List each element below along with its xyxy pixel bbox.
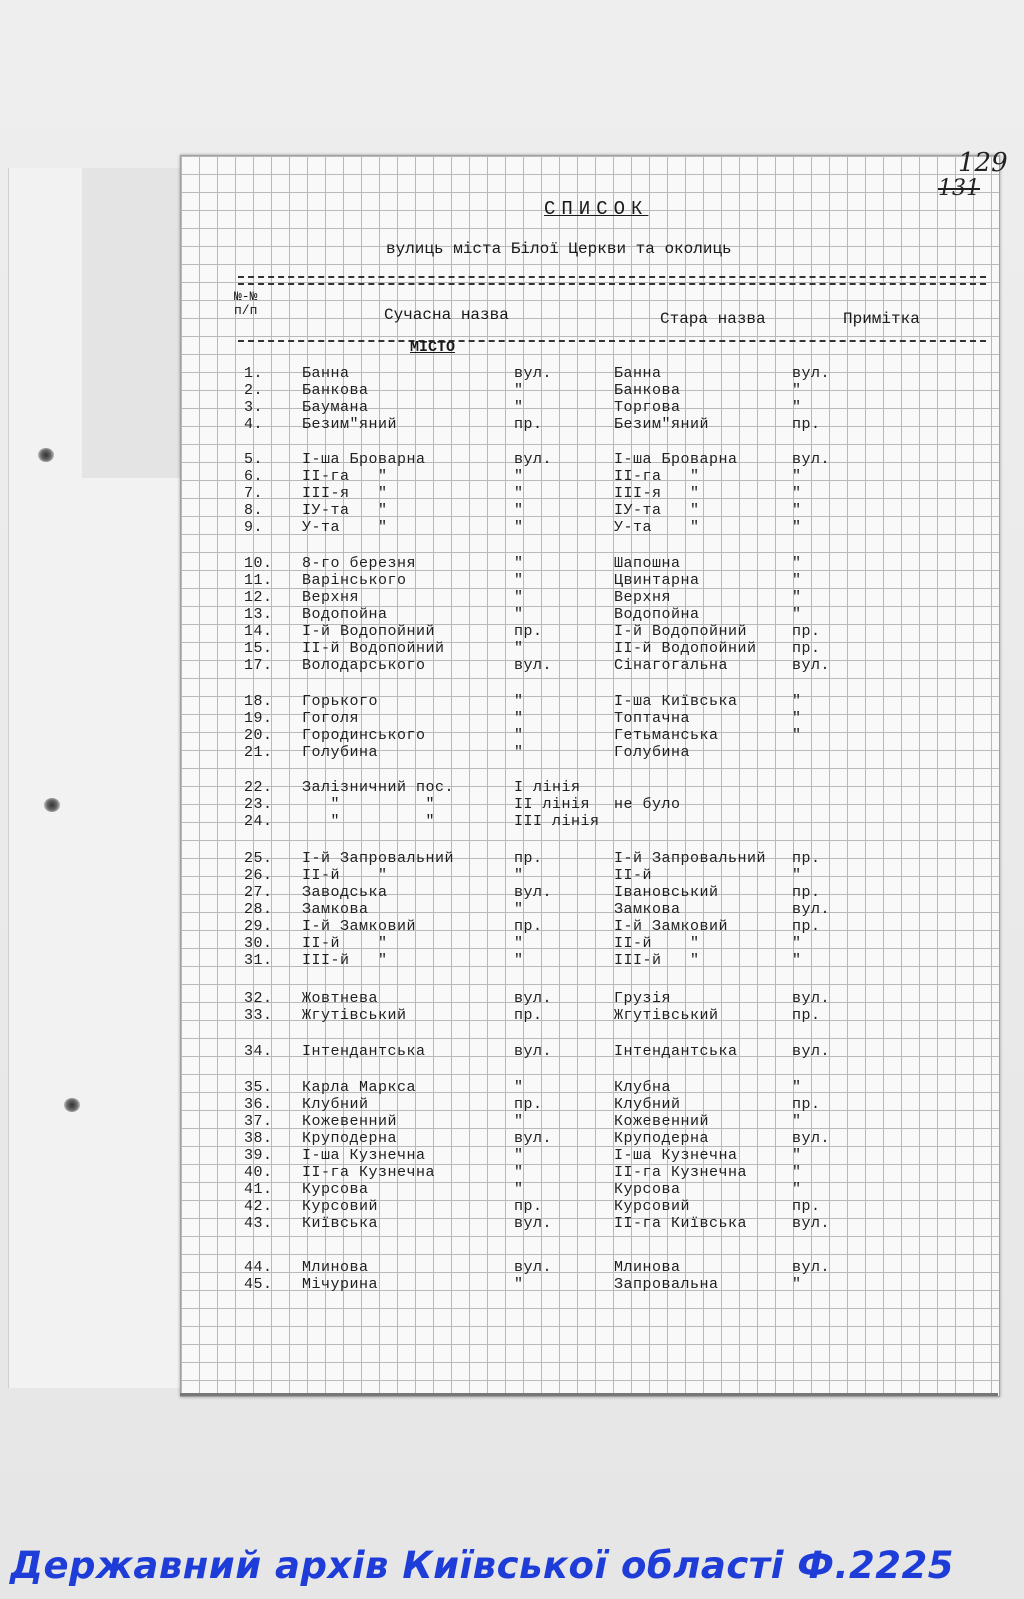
old-name: II-й ": [614, 935, 700, 952]
current-name: Варінського: [302, 572, 407, 589]
page-number-top: 129: [958, 148, 1008, 178]
current-type: пр.: [514, 623, 543, 640]
current-name: У-та ": [302, 519, 388, 536]
old-type: вул.: [792, 1043, 831, 1060]
current-name: IУ-та ": [302, 502, 388, 519]
current-name: Жгутівський: [302, 1007, 407, 1024]
old-type: ": [792, 710, 802, 727]
old-type: ": [792, 1181, 802, 1198]
row-number: 18.: [244, 693, 273, 710]
current-name: Водопойна: [302, 606, 388, 623]
old-type: ": [792, 485, 802, 502]
old-type: пр.: [792, 918, 821, 935]
current-type: пр.: [514, 850, 543, 867]
current-type: ": [514, 606, 524, 623]
current-name: Банна: [302, 365, 350, 382]
old-type: ": [792, 572, 802, 589]
old-name: Курсовий: [614, 1198, 691, 1215]
current-name: Голубина: [302, 744, 379, 761]
old-type: ": [792, 727, 802, 744]
current-name: Баумана: [302, 399, 369, 416]
current-type: ": [514, 1276, 524, 1293]
current-type: ": [514, 485, 524, 502]
row-number: 25.: [244, 850, 273, 867]
old-name: Замкова: [614, 901, 681, 918]
current-type: ": [514, 1113, 524, 1130]
punch-hole: [44, 798, 60, 812]
current-type: ": [514, 640, 524, 657]
old-name: Топтачна: [614, 710, 691, 727]
old-type: вул.: [792, 657, 831, 674]
old-name: Банкова: [614, 382, 681, 399]
old-name: II-й Водопойний: [614, 640, 757, 657]
old-name: Гетьманська: [614, 727, 719, 744]
document-title: СПИСОК: [544, 198, 649, 220]
row-number: 45.: [244, 1276, 273, 1293]
current-name: Кожевенний: [302, 1113, 398, 1130]
current-name: I-й Запровальний: [302, 850, 455, 867]
row-number: 36.: [244, 1096, 273, 1113]
current-type: ": [514, 589, 524, 606]
document-subtitle: вулиць міста Білої Церкви та околиць: [386, 240, 732, 258]
current-type: вул.: [514, 1215, 553, 1232]
old-type: ": [792, 952, 802, 969]
current-type: ": [514, 710, 524, 727]
current-type: ": [514, 867, 524, 884]
current-name: 8-го березня: [302, 555, 417, 572]
old-type: пр.: [792, 416, 821, 433]
row-number: 5.: [244, 451, 264, 468]
old-name: Цвинтарна: [614, 572, 700, 589]
current-name: Залізничний пос.: [302, 779, 455, 796]
row-number: 1.: [244, 365, 264, 382]
current-type: пр.: [514, 1007, 543, 1024]
old-type: ": [792, 555, 802, 572]
current-type: пр.: [514, 416, 543, 433]
old-name: Голубина: [614, 744, 691, 761]
current-name: I-ша Кузнечна: [302, 1147, 426, 1164]
archive-caption: Державний архів Київської області Ф.2225: [10, 1544, 955, 1587]
row-number: 30.: [244, 935, 273, 952]
row-number: 20.: [244, 727, 273, 744]
current-name: Безим"яний: [302, 416, 398, 433]
current-type: пр.: [514, 1198, 543, 1215]
old-name: не було: [614, 796, 681, 813]
current-name: Гоголя: [302, 710, 360, 727]
old-type: ": [792, 468, 802, 485]
old-type: вул.: [792, 1130, 831, 1147]
current-name: III-я ": [302, 485, 388, 502]
row-number: 14.: [244, 623, 273, 640]
current-name: Курсова: [302, 1181, 369, 1198]
current-name: Заводська: [302, 884, 388, 901]
current-name: Горького: [302, 693, 379, 710]
current-name: II-й Водопойний: [302, 640, 445, 657]
old-name: I-й Запровальний: [614, 850, 767, 867]
current-name: I-й Замковий: [302, 918, 417, 935]
row-number: 43.: [244, 1215, 273, 1232]
current-type: ": [514, 572, 524, 589]
old-name: Курсова: [614, 1181, 681, 1198]
old-name: II-га ": [614, 468, 700, 485]
current-name: Курсовий: [302, 1198, 379, 1215]
old-type: пр.: [792, 884, 821, 901]
old-type: вул.: [792, 990, 831, 1007]
current-type: II лінія: [514, 796, 591, 813]
current-type: пр.: [514, 918, 543, 935]
punch-hole: [64, 1098, 80, 1112]
row-number: 3.: [244, 399, 264, 416]
old-type: вул.: [792, 901, 831, 918]
old-type: вул.: [792, 1259, 831, 1276]
current-type: ": [514, 468, 524, 485]
old-type: ": [792, 589, 802, 606]
current-name: Млинова: [302, 1259, 369, 1276]
current-name: II-га ": [302, 468, 388, 485]
current-type: вул.: [514, 1130, 553, 1147]
row-number: 33.: [244, 1007, 273, 1024]
row-number: 23.: [244, 796, 273, 813]
old-name: Шапошна: [614, 555, 681, 572]
current-type: ": [514, 744, 524, 761]
old-name: Грузія: [614, 990, 672, 1007]
old-name: Банна: [614, 365, 662, 382]
current-type: вул.: [514, 884, 553, 901]
old-type: ": [792, 693, 802, 710]
current-name: Жовтнева: [302, 990, 379, 1007]
current-type: ": [514, 1181, 524, 1198]
column-header-current: Сучасна назва: [384, 306, 509, 324]
current-name: " ": [302, 813, 436, 830]
old-type: вул.: [792, 365, 831, 382]
old-name: У-та ": [614, 519, 700, 536]
current-type: ": [514, 693, 524, 710]
current-type: ": [514, 727, 524, 744]
current-name: Карла Маркса: [302, 1079, 417, 1096]
current-name: III-й ": [302, 952, 388, 969]
current-name: Клубний: [302, 1096, 369, 1113]
old-type: вул.: [792, 451, 831, 468]
row-number: 42.: [244, 1198, 273, 1215]
current-type: вул.: [514, 1043, 553, 1060]
row-number: 17.: [244, 657, 273, 674]
row-number: 31.: [244, 952, 273, 969]
row-number: 40.: [244, 1164, 273, 1181]
current-type: ": [514, 935, 524, 952]
current-type: ": [514, 1147, 524, 1164]
row-number: 4.: [244, 416, 264, 433]
current-name: Інтендантська: [302, 1043, 426, 1060]
current-type: пр.: [514, 1096, 543, 1113]
current-name: Городинського: [302, 727, 426, 744]
row-number: 29.: [244, 918, 273, 935]
current-type: ": [514, 1164, 524, 1181]
old-name: I-й Замковий: [614, 918, 729, 935]
old-name: II-га Київська: [614, 1215, 748, 1232]
row-number: 13.: [244, 606, 273, 623]
old-type: ": [792, 1079, 802, 1096]
current-type: вул.: [514, 451, 553, 468]
current-name: Замкова: [302, 901, 369, 918]
current-name: Київська: [302, 1215, 379, 1232]
old-type: ": [792, 1276, 802, 1293]
current-type: III лінія: [514, 813, 600, 830]
old-name: I-й Водопойний: [614, 623, 748, 640]
old-name: Жгутівський: [614, 1007, 719, 1024]
row-number: 15.: [244, 640, 273, 657]
old-type: ": [792, 502, 802, 519]
old-name: I-ша Броварна: [614, 451, 738, 468]
old-type: ": [792, 382, 802, 399]
old-type: вул.: [792, 1215, 831, 1232]
current-name: I-ша Броварна: [302, 451, 426, 468]
old-name: III-й ": [614, 952, 700, 969]
old-name: IУ-та ": [614, 502, 700, 519]
old-name: Безим"яний: [614, 416, 710, 433]
current-name: Володарського: [302, 657, 426, 674]
header-rule: [238, 340, 986, 342]
old-name: Клубний: [614, 1096, 681, 1113]
current-name: II-га Кузнечна: [302, 1164, 436, 1181]
current-type: ": [514, 952, 524, 969]
row-number: 6.: [244, 468, 264, 485]
row-number: 39.: [244, 1147, 273, 1164]
row-number: 2.: [244, 382, 264, 399]
old-name: Інтендантська: [614, 1043, 738, 1060]
row-number: 32.: [244, 990, 273, 1007]
row-number: 44.: [244, 1259, 273, 1276]
row-number: 11.: [244, 572, 273, 589]
old-type: ": [792, 1164, 802, 1181]
old-name: Запровальна: [614, 1276, 719, 1293]
row-number: 37.: [244, 1113, 273, 1130]
old-name: Водопойна: [614, 606, 700, 623]
current-name: Верхня: [302, 589, 360, 606]
current-type: ": [514, 502, 524, 519]
old-name: Верхня: [614, 589, 672, 606]
old-name: Млинова: [614, 1259, 681, 1276]
old-type: пр.: [792, 623, 821, 640]
folder-tab: [82, 168, 181, 478]
current-name: " ": [302, 796, 436, 813]
current-name: II-й ": [302, 935, 388, 952]
row-number: 8.: [244, 502, 264, 519]
row-number: 24.: [244, 813, 273, 830]
current-type: ": [514, 555, 524, 572]
row-number: 21.: [244, 744, 273, 761]
current-type: вул.: [514, 657, 553, 674]
old-name: Сінагогальна: [614, 657, 729, 674]
column-header-number: №-№ п/п: [234, 289, 258, 318]
row-number: 10.: [244, 555, 273, 572]
old-type: ": [792, 606, 802, 623]
old-name: Кожевенний: [614, 1113, 710, 1130]
row-number: 26.: [244, 867, 273, 884]
old-type: пр.: [792, 1007, 821, 1024]
current-type: ": [514, 399, 524, 416]
old-name: I-ша Кузнечна: [614, 1147, 738, 1164]
row-number: 34.: [244, 1043, 273, 1060]
header-rule: [238, 283, 986, 285]
old-type: пр.: [792, 640, 821, 657]
old-type: ": [792, 1147, 802, 1164]
old-type: пр.: [792, 1198, 821, 1215]
current-type: ": [514, 519, 524, 536]
old-type: пр.: [792, 1096, 821, 1113]
current-type: ": [514, 1079, 524, 1096]
old-type: ": [792, 519, 802, 536]
old-type: ": [792, 399, 802, 416]
current-type: ": [514, 901, 524, 918]
current-name: Банкова: [302, 382, 369, 399]
old-name: Клубна: [614, 1079, 672, 1096]
row-number: 38.: [244, 1130, 273, 1147]
old-type: ": [792, 867, 802, 884]
old-type: пр.: [792, 850, 821, 867]
row-number: 27.: [244, 884, 273, 901]
row-number: 7.: [244, 485, 264, 502]
old-type: ": [792, 935, 802, 952]
old-name: II-га Кузнечна: [614, 1164, 748, 1181]
current-name: I-й Водопойний: [302, 623, 436, 640]
current-name: Круподерна: [302, 1130, 398, 1147]
sheet-edge: [180, 1383, 998, 1396]
row-number: 41.: [244, 1181, 273, 1198]
section-heading: МІСТО: [410, 339, 456, 356]
current-type: вул.: [514, 990, 553, 1007]
row-number: 9.: [244, 519, 264, 536]
current-name: Мічурина: [302, 1276, 379, 1293]
row-number: 19.: [244, 710, 273, 727]
old-name: Торгова: [614, 399, 681, 416]
row-number: 28.: [244, 901, 273, 918]
column-header-old: Стара назва: [660, 310, 766, 328]
old-name: Івановський: [614, 884, 719, 901]
current-type: вул.: [514, 1259, 553, 1276]
old-name: I-ша Київська: [614, 693, 738, 710]
row-number: 22.: [244, 779, 273, 796]
column-header-note: Примітка: [843, 310, 920, 328]
current-type: вул.: [514, 365, 553, 382]
row-number: 35.: [244, 1079, 273, 1096]
old-name: III-я ": [614, 485, 700, 502]
current-type: I лінія: [514, 779, 581, 796]
current-name: II-й ": [302, 867, 388, 884]
old-type: ": [792, 1113, 802, 1130]
current-type: ": [514, 382, 524, 399]
page-number-bottom: 131: [938, 176, 980, 201]
header-rule: [238, 276, 986, 278]
punch-hole: [38, 448, 54, 462]
old-name: II-й: [614, 867, 653, 884]
row-number: 12.: [244, 589, 273, 606]
old-name: Круподерна: [614, 1130, 710, 1147]
